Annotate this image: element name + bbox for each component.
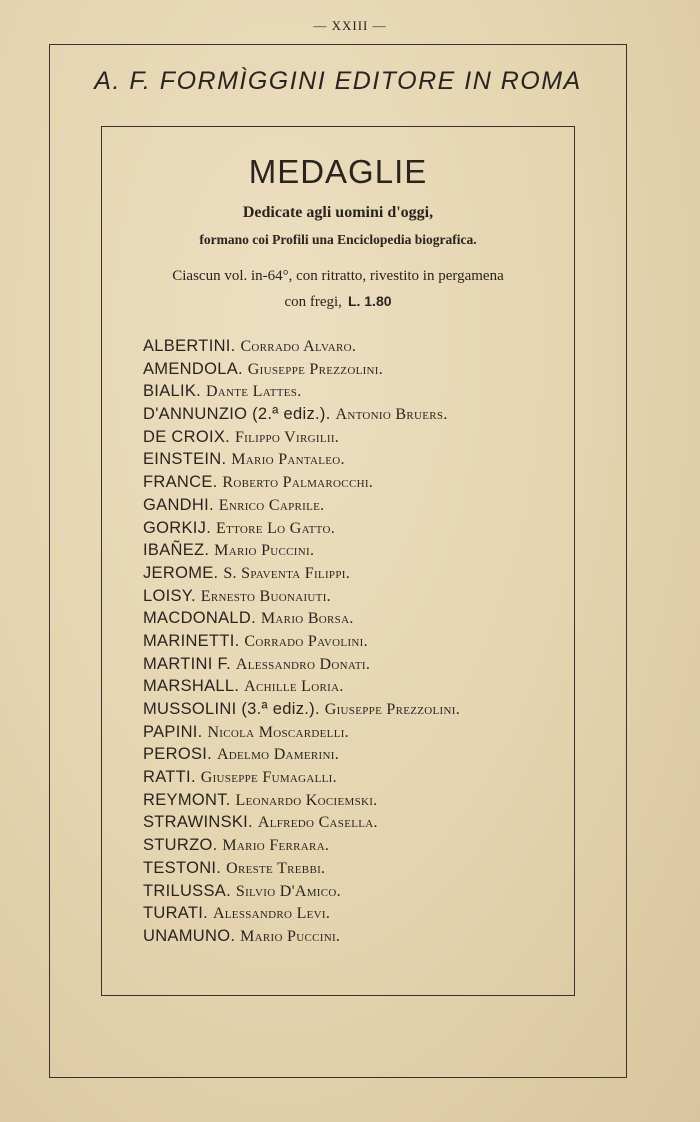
entry-subject: JEROME. xyxy=(143,563,219,582)
list-item xyxy=(143,630,563,653)
list-item xyxy=(143,426,563,449)
list-item xyxy=(143,902,563,925)
list-item xyxy=(143,607,563,630)
entry-subject: STURZO. xyxy=(143,836,218,855)
entry-author: Giuseppe Prezzolini. xyxy=(247,360,384,378)
list-item xyxy=(143,403,563,426)
entry-subject: AMENDOLA. xyxy=(143,359,243,378)
entry-author: Giuseppe Prezzolini. xyxy=(324,701,461,718)
entry-author: Ernesto Buonaiuti. xyxy=(200,587,331,605)
entry-author: Alfredo Casella. xyxy=(257,814,378,832)
entry-subject: DE CROIX. xyxy=(143,427,231,446)
entry-subject: PEROSI. xyxy=(143,745,213,764)
entry-subject: BIALIK. xyxy=(143,382,202,401)
entry-author: Mario Borsa. xyxy=(260,610,354,628)
list-item xyxy=(143,653,563,676)
list-item xyxy=(143,358,563,381)
series-tagline: formano coi Profili una Enciclopedia biografica. xyxy=(199,232,477,247)
list-item xyxy=(143,766,563,789)
volume-list xyxy=(143,335,563,948)
entry-author: Enrico Caprile. xyxy=(218,496,325,514)
list-item xyxy=(143,517,563,540)
entry-author: Silvio D'Amico. xyxy=(235,882,341,900)
entry-author: S. Spaventa Filippi. xyxy=(223,564,351,582)
list-item xyxy=(143,675,563,698)
list-item xyxy=(143,880,563,903)
entry-author: Roberto Palmarocchi. xyxy=(222,474,374,492)
page-folio: — XXIII — xyxy=(313,18,387,33)
list-item xyxy=(143,721,563,744)
list-item xyxy=(143,743,563,766)
entry-subject: MUSSOLINI (3.ª ediz.). xyxy=(143,700,320,718)
list-item xyxy=(143,857,563,880)
entry-subject: GORKIJ. xyxy=(143,518,212,537)
entry-subject: REYMONT. xyxy=(143,790,231,809)
list-item xyxy=(143,335,563,358)
entry-subject: TURATI. xyxy=(143,904,209,923)
entry-subject: IBAÑEZ. xyxy=(143,541,210,560)
entry-subject: D'ANNUNZIO (2.ª ediz.). xyxy=(143,405,331,424)
entry-subject: TESTONI. xyxy=(143,858,222,877)
entry-author: Corrado Pavolini. xyxy=(244,632,368,650)
entry-author: Giuseppe Fumagalli. xyxy=(200,769,337,787)
entry-author: Filippo Virgilii. xyxy=(234,428,340,446)
entry-author: Mario Pantaleo. xyxy=(231,451,345,469)
list-item xyxy=(143,494,563,517)
list-item xyxy=(143,585,563,608)
entry-subject: ALBERTINI. xyxy=(143,337,236,355)
entry-subject: MACDONALD. xyxy=(143,609,257,628)
entry-subject: MARSHALL. xyxy=(143,677,240,696)
list-item xyxy=(143,698,563,721)
entry-author: Nicola Moscardelli. xyxy=(207,723,349,741)
entry-subject: FRANCE. xyxy=(143,473,218,492)
series-subtitle: Dedicate agli uomini d'oggi, xyxy=(242,204,434,221)
series-title: MEDAGLIE xyxy=(248,153,428,190)
list-item xyxy=(143,380,563,403)
entry-author: Corrado Alvaro. xyxy=(240,338,357,355)
entry-author: Mario Puccini. xyxy=(240,927,341,945)
entry-author: Alessandro Donati. xyxy=(235,655,371,673)
entry-subject: EINSTEIN. xyxy=(143,450,227,469)
entry-subject: MARTINI F. xyxy=(143,654,231,673)
entry-author: Alessandro Levi. xyxy=(212,905,331,923)
format-description-end: con fregi, xyxy=(284,294,342,310)
list-item xyxy=(143,562,563,585)
entry-author: Leonardo Kociemski. xyxy=(235,791,378,809)
publisher-header: A. F. FORMÌGGINI EDITORE IN ROMA xyxy=(94,67,582,95)
entry-subject: UNAMUNO. xyxy=(143,926,236,945)
entry-subject: MARINETTI. xyxy=(143,631,240,650)
entry-author: Ettore Lo Gatto. xyxy=(216,519,335,537)
entry-author: Antonio Bruers. xyxy=(335,406,448,424)
price-label: L. 1.80 xyxy=(347,293,392,309)
format-description: Ciascun vol. in-64°, con ritratto, rivestito in pergamena xyxy=(172,268,504,284)
entry-subject: TRILUSSA. xyxy=(143,881,231,900)
entry-subject: GANDHI. xyxy=(143,495,214,514)
list-item xyxy=(143,789,563,812)
list-item xyxy=(143,448,563,471)
list-item xyxy=(143,811,563,834)
entry-author: Mario Puccini. xyxy=(214,542,315,560)
entry-author: Dante Lattes. xyxy=(205,383,302,401)
entry-author: Adelmo Damerini. xyxy=(216,746,340,764)
list-item xyxy=(143,925,563,948)
entry-author: Mario Ferrara. xyxy=(222,837,330,855)
entry-author: Oreste Trebbi. xyxy=(226,859,326,877)
entry-subject: STRAWINSKI. xyxy=(143,813,253,832)
entry-subject: PAPINI. xyxy=(143,722,203,741)
format-description-cont xyxy=(101,293,575,311)
list-item xyxy=(143,539,563,562)
entry-author: Achille Loria. xyxy=(244,678,344,696)
list-item xyxy=(143,471,563,494)
list-item xyxy=(143,834,563,857)
entry-subject: RATTI. xyxy=(143,768,196,787)
entry-subject: LOISY. xyxy=(143,586,196,605)
